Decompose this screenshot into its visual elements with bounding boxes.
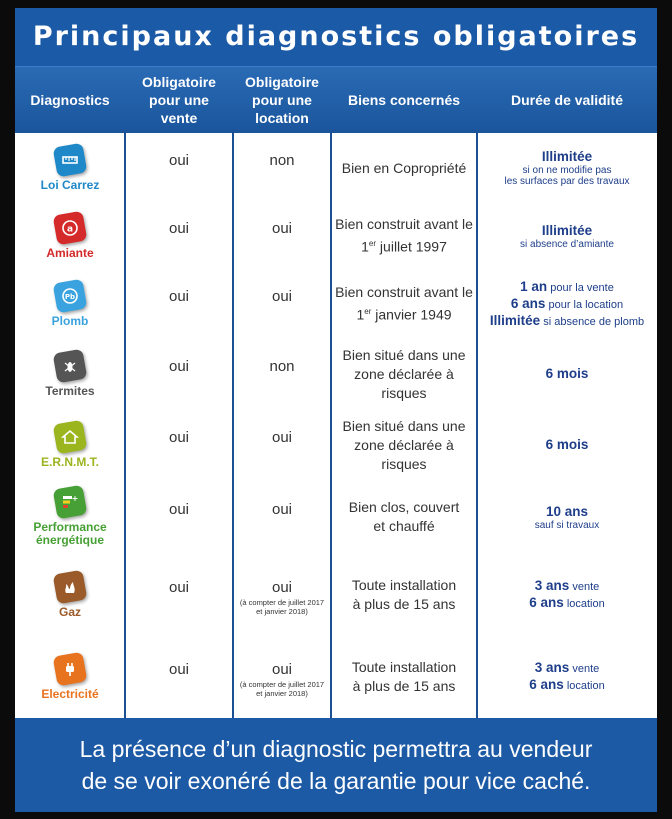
- plomb-icon: [53, 278, 88, 313]
- location-cell: [233, 554, 331, 636]
- duree-cell: [477, 410, 657, 480]
- biens-text: [331, 417, 477, 474]
- table-row: [15, 638, 657, 716]
- duree-detail: si absence de plomb: [540, 315, 645, 328]
- table-row: [15, 270, 657, 338]
- vente-cell: [125, 204, 233, 270]
- table-row: [15, 134, 657, 202]
- energy-icon: [53, 485, 88, 520]
- duree-line: [542, 149, 592, 165]
- location-value: oui: [271, 661, 293, 678]
- duree-value: 1 an: [520, 278, 548, 294]
- location-value: oui: [271, 579, 293, 596]
- vente-cell: [125, 554, 233, 638]
- duree-value: 6 ans: [529, 677, 564, 692]
- ruler-icon: [53, 142, 88, 177]
- vente-cell: [125, 410, 233, 482]
- vente-value: oui: [168, 429, 190, 446]
- footer-line-1: La présence d’un diagnostic permettra au vendeur: [79, 736, 593, 762]
- table-row: [15, 554, 657, 636]
- location-value: non: [269, 152, 295, 169]
- biens-text: [352, 658, 456, 696]
- vente-value: oui: [168, 288, 190, 305]
- biens-cell: [331, 270, 477, 338]
- duree-cell: [477, 340, 657, 408]
- table-row: [15, 340, 657, 408]
- table-row: [15, 204, 657, 268]
- header-diagnostics: Diagnostics: [30, 92, 110, 108]
- biens-line: Bien situé dans une zone déclarée à risques: [342, 346, 466, 401]
- table-row: [15, 410, 657, 480]
- table-header: [15, 66, 657, 133]
- diagnostic-cell: [15, 482, 125, 552]
- location-note: (à compter de juillet 2017 et janvier 2018): [239, 680, 325, 698]
- biens-date-sup: er: [364, 307, 372, 317]
- duree-line: [529, 677, 605, 694]
- diagnostic-label: Termites: [45, 383, 95, 398]
- duree-value: 6 ans: [510, 295, 546, 311]
- duree-cell: [477, 204, 657, 268]
- biens-date-rest: janvier 1949: [371, 306, 452, 323]
- biens-text: [349, 498, 460, 536]
- duree-line: [546, 366, 589, 382]
- biens-text: [335, 215, 473, 257]
- biens-date-day: 1: [361, 238, 369, 255]
- duree-detail: vente: [569, 581, 600, 593]
- location-value: oui: [271, 220, 293, 237]
- biens-line: Bien en Copropriété: [341, 159, 467, 176]
- diagnostic-cell: [15, 638, 125, 716]
- diagnostic-cell: [15, 340, 125, 408]
- duree-line: [535, 578, 600, 595]
- plug-icon: [53, 651, 88, 686]
- duree-condition: si absence d’amiante: [520, 238, 614, 250]
- diagnostic-label: Performance énergétique: [33, 520, 107, 547]
- diagnostic-label: Amiante: [46, 245, 94, 260]
- vente-cell: [125, 482, 233, 554]
- biens-text: [335, 283, 473, 325]
- duree-detail: vente: [569, 663, 600, 675]
- vente-value: oui: [168, 220, 190, 237]
- duree-line: [546, 437, 589, 453]
- biens-date-rest: juillet 1997: [376, 238, 447, 255]
- biens-cell: [331, 134, 477, 202]
- duree-value: 3 ans: [534, 578, 570, 593]
- duree-value: 10 ans: [545, 503, 589, 519]
- header-biens: Biens concernés: [347, 92, 461, 108]
- location-cell: [233, 638, 331, 716]
- duree-value: 3 ans: [534, 660, 570, 675]
- footer-banner: [15, 718, 657, 812]
- biens-line: Toute installation à plus de 15 ans: [351, 659, 457, 694]
- duree-condition: si on ne modifie pas les surfaces par des travaux: [504, 165, 630, 187]
- duree-line: [529, 595, 605, 612]
- vente-value: oui: [168, 358, 190, 375]
- duree-line: [520, 279, 614, 296]
- biens-text: [342, 159, 467, 178]
- diagnostic-label: Gaz: [58, 604, 81, 619]
- diagnostic-cell: [15, 410, 125, 480]
- duree-line: [546, 504, 588, 520]
- svg-text:Pb: Pb: [64, 292, 76, 301]
- location-cell: [233, 204, 331, 268]
- location-cell: [233, 482, 331, 552]
- biens-text: [352, 576, 456, 614]
- vente-cell: [125, 340, 233, 410]
- header-duree: Durée de validité: [510, 92, 624, 108]
- termite-icon: [53, 348, 88, 383]
- biens-line: Bien construit avant le: [335, 284, 473, 301]
- vente-cell: [125, 638, 233, 718]
- biens-line: Bien construit avant le: [335, 216, 473, 233]
- biens-date-day: 1: [356, 306, 365, 323]
- diagnostics-poster: [15, 8, 657, 812]
- biens-text: [331, 346, 477, 403]
- biens-line: Toute installation à plus de 15 ans: [351, 577, 457, 612]
- duree-line: [535, 660, 600, 677]
- duree-value: 6 ans: [529, 595, 564, 610]
- duree-cell: [477, 482, 657, 552]
- table-row: [15, 482, 657, 552]
- header-vente: Obligatoire pour une vente: [142, 74, 216, 126]
- duree-line: [542, 223, 592, 239]
- vente-value: oui: [168, 661, 190, 678]
- duree-value: 6 mois: [545, 366, 589, 381]
- location-value: oui: [271, 501, 293, 518]
- biens-cell: [331, 482, 477, 552]
- duree-line: [511, 296, 623, 313]
- location-cell: [233, 270, 331, 338]
- location-value: oui: [271, 288, 293, 305]
- diagnostic-label: Plomb: [51, 313, 89, 328]
- header-location: Obligatoire pour une location: [245, 74, 319, 126]
- duree-detail: pour la vente: [547, 281, 614, 294]
- page-title: Principaux diagnostics obligatoires: [15, 8, 657, 66]
- duree-value: 6 mois: [545, 437, 589, 452]
- duree-line: [490, 313, 644, 330]
- svg-text:a: a: [66, 224, 74, 234]
- location-value: oui: [271, 429, 293, 446]
- location-note: (à compter de juillet 2017 et janvier 2018): [239, 598, 325, 616]
- biens-date-sup: er: [368, 239, 377, 249]
- duree-condition: sauf si travaux: [534, 519, 600, 531]
- footer-line-2: de se voir exonéré de la garantie pour vice caché.: [81, 768, 591, 794]
- house-risk-icon: [53, 419, 88, 454]
- svg-text:+: +: [71, 494, 79, 503]
- amiante-icon: [53, 210, 88, 245]
- duree-cell: [477, 270, 657, 338]
- duree-value: Illimitée: [489, 312, 541, 328]
- duree-cell: [477, 554, 657, 636]
- duree-value: Illimitée: [541, 149, 593, 164]
- duree-cell: [477, 638, 657, 716]
- duree-value: Illimitée: [541, 222, 593, 238]
- duree-cell: [477, 134, 657, 202]
- location-cell: [233, 134, 331, 202]
- diagnostic-cell: [15, 270, 125, 338]
- duree-detail: pour la location: [545, 298, 624, 311]
- biens-cell: [331, 340, 477, 408]
- location-value: non: [269, 358, 295, 375]
- vente-cell: [125, 270, 233, 340]
- vente-value: oui: [168, 152, 190, 169]
- vente-value: oui: [168, 501, 190, 518]
- duree-detail: location: [563, 680, 605, 692]
- duree-detail: location: [563, 598, 605, 610]
- gas-flame-icon: [53, 569, 88, 604]
- diagnostic-label: Loi Carrez: [40, 177, 100, 192]
- biens-cell: [331, 410, 477, 480]
- diagnostic-cell: [15, 134, 125, 202]
- biens-line: Bien situé dans une zone déclarée à risques: [342, 417, 466, 472]
- diagnostic-cell: [15, 204, 125, 268]
- vente-value: oui: [168, 579, 190, 596]
- diagnostic-cell: [15, 554, 125, 636]
- biens-cell: [331, 554, 477, 636]
- vente-cell: [125, 134, 233, 204]
- location-cell: [233, 340, 331, 408]
- diagnostic-label: E.R.N.M.T.: [40, 454, 99, 469]
- location-cell: [233, 410, 331, 480]
- biens-cell: [331, 204, 477, 268]
- biens-line: Bien clos, couvert et chauffé: [348, 499, 460, 534]
- biens-cell: [331, 638, 477, 716]
- diagnostic-label: Electricité: [41, 686, 99, 701]
